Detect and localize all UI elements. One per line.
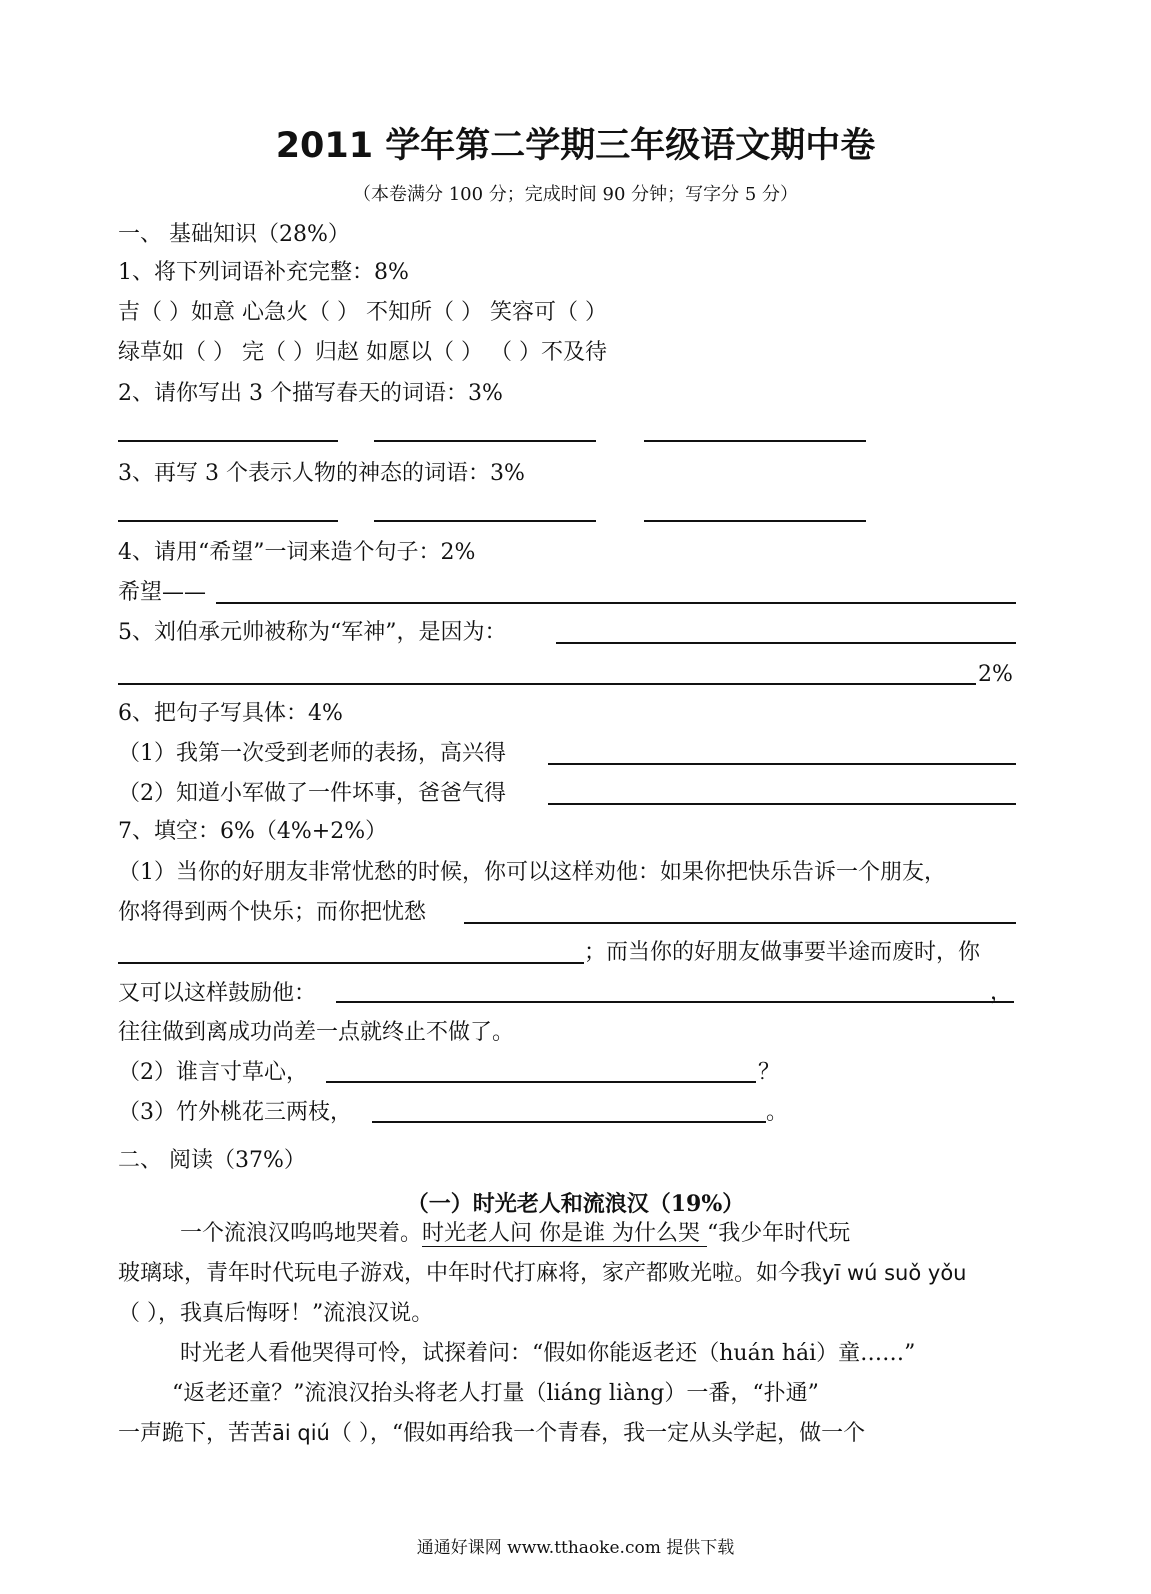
- passage-line-5: “返老还童？”流浪汉抬头将老人打量（liáng liàng）一番，“扑通”: [172, 1381, 819, 1406]
- question-4: 4、请用“希望”一词来造个句子：2%: [118, 540, 476, 565]
- q6-item-1: （1）我第一次受到老师的表扬，高兴得: [118, 741, 506, 766]
- answer-line[interactable]: [644, 440, 866, 442]
- answer-line[interactable]: [644, 520, 866, 522]
- passage-text: 一声跪下，苦苦: [118, 1421, 273, 1446]
- passage-line-1: [180, 1223, 850, 1245]
- answer-line[interactable]: [118, 683, 976, 685]
- pinyin: yī wú suǒ yǒu: [822, 1261, 967, 1285]
- question-3: 3、再写 3 个表示人物的神态的词语：3%: [118, 461, 525, 486]
- footer-credit: 通通好课网 www.tthaoke.com 提供下载: [416, 1538, 735, 1558]
- passage-title: （一）时光老人和流浪汉（19%）: [406, 1191, 745, 1217]
- q7-item-2: （2）谁言寸草心，: [118, 1060, 308, 1085]
- q7-item-3: （3）竹外桃花三两枝，: [118, 1100, 352, 1125]
- question-7: 7、填空：6%（4%+2%）: [118, 819, 388, 844]
- page-title: 2011 学年第二学期三年级语文期中卷: [275, 126, 876, 166]
- q7-1-line-d-end: ，: [990, 980, 1013, 1005]
- section-1-heading: 一、 基础知识（28%）: [118, 222, 350, 247]
- q7-1-line-a: （1）当你的好朋友非常忧愁的时候，你可以这样劝他：如果你把快乐告诉一个朋友，: [118, 860, 946, 885]
- passage-text: 一个流浪汉呜呜地哭着。: [180, 1221, 423, 1246]
- passage-line-3: （ ），我真后悔呀！”流浪汉说。: [118, 1301, 434, 1326]
- question-6: 6、把句子写具体：4%: [118, 701, 343, 726]
- punctuation-blank[interactable]: 时光老人问 你是谁 为什么哭: [422, 1221, 707, 1246]
- answer-line[interactable]: [464, 922, 1016, 924]
- question-2: 2、请你写出 3 个描写春天的词语：3%: [118, 381, 503, 406]
- passage-line-2: [118, 1263, 966, 1285]
- answer-line[interactable]: [118, 440, 338, 442]
- passage-text: 玻璃球，青年时代玩电子游戏，中年时代打麻将，家产都败光啦。如今我: [118, 1261, 823, 1286]
- passage-line-6: [118, 1423, 865, 1445]
- answer-line[interactable]: [372, 1121, 766, 1123]
- pinyin: āi qiú: [272, 1421, 330, 1445]
- passage-text: （ ），“假如再给我一个青春，我一定从头学起，做一个: [329, 1421, 866, 1446]
- question-5: 5、刘伯承元帅被称为“军神”，是因为：: [118, 620, 507, 645]
- q7-1-line-c: ；而当你的好朋友做事要半途而废时，你: [584, 940, 981, 965]
- answer-line[interactable]: [118, 962, 584, 964]
- q7-1-line-e: 往往做到离成功尚差一点就终止不做了。: [118, 1020, 515, 1045]
- answer-line[interactable]: [336, 1001, 1014, 1003]
- question-1: 1、将下列词语补充完整：8%: [118, 260, 409, 285]
- q4-prefix: 希望——: [118, 580, 207, 605]
- exam-info: （本卷满分 100 分；完成时间 90 分钟；写字分 5 分）: [352, 184, 799, 205]
- q7-1-line-b: 你将得到两个快乐；而你把忧愁: [118, 900, 427, 925]
- q7-1-line-d: 又可以这样鼓励他：: [118, 981, 317, 1006]
- passage-line-4: 时光老人看他哭得可怜，试探着问：“假如你能返老还（huán hái）童……”: [180, 1341, 916, 1366]
- q6-item-2: （2）知道小军做了一件坏事，爸爸气得: [118, 781, 506, 806]
- answer-line[interactable]: [118, 520, 338, 522]
- answer-line[interactable]: [374, 440, 596, 442]
- answer-line[interactable]: [374, 520, 596, 522]
- passage-text: “我少年时代玩: [707, 1221, 851, 1246]
- section-2-heading: 二、 阅读（37%）: [118, 1148, 306, 1173]
- answer-line[interactable]: [548, 803, 1016, 805]
- q1-row-1: 吉（ ）如意 心急火（ ） 不知所（ ） 笑容可（ ）: [118, 300, 607, 325]
- answer-line[interactable]: [216, 602, 1016, 604]
- q1-row-2: 绿草如（ ） 完（ ）归赵 如愿以（ ） （ ）不及待: [118, 340, 607, 365]
- answer-line[interactable]: [326, 1081, 756, 1083]
- q7-2-end: ？: [758, 1060, 781, 1085]
- answer-line[interactable]: [556, 642, 1016, 644]
- q7-3-end: 。: [766, 1100, 789, 1125]
- answer-line[interactable]: [548, 763, 1016, 765]
- q5-score: 2%: [978, 662, 1013, 687]
